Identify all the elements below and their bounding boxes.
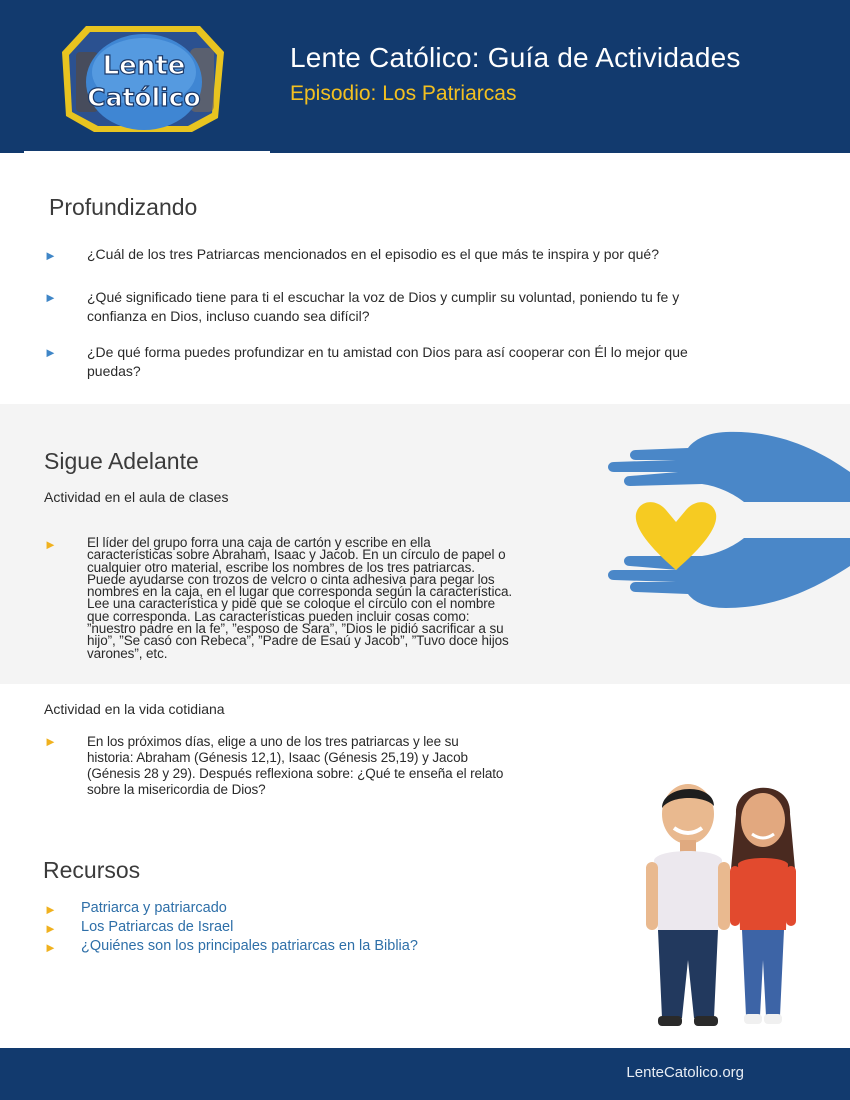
- resource-link[interactable]: ¿Quiénes son los principales patriarcas en la Biblia?: [81, 938, 418, 954]
- bullet-arrow-icon: ►: [44, 734, 57, 749]
- resource-link[interactable]: Los Patriarcas de Israel: [81, 919, 234, 935]
- list-item: [44, 343, 764, 381]
- bullet-arrow-icon: ►: [44, 345, 57, 360]
- text-line: nombres en la caja, en el lugar que corresponda según la característica.: [87, 584, 513, 600]
- list-item: [44, 918, 564, 937]
- list-item: [44, 899, 564, 918]
- resource-link[interactable]: Patriarca y patriarcado: [81, 900, 227, 916]
- question-list: [44, 246, 764, 381]
- text-line: cualquier otro material, escribe los nombres de los tres patriarcas.: [87, 559, 475, 575]
- text-line: varones”, etc.: [87, 645, 168, 661]
- text-line: El líder del grupo forra una caja de cartón y escribe en ella: [87, 535, 431, 550]
- daily-activity: [44, 734, 584, 798]
- logo-text-line2: Católico: [87, 83, 201, 112]
- question-line: ¿Cuál de los tres Patriarcas mencionados en el episodio es el que más te inspira y por qué?: [87, 246, 659, 262]
- page-header: [0, 0, 850, 153]
- section-title-recursos: Recursos: [43, 857, 141, 883]
- question-text: [87, 246, 764, 263]
- bullet-arrow-icon: ►: [44, 921, 57, 936]
- footer-website[interactable]: LenteCatolico.org: [626, 1064, 744, 1081]
- hands-heart-illustration: [606, 428, 850, 620]
- classroom-activity: [44, 537, 584, 660]
- logo-text-line1: Lente: [102, 51, 186, 81]
- bullet-arrow-icon: ►: [44, 537, 57, 552]
- text-line: que corresponda. Las características pueden incluir cosas como:: [87, 608, 470, 624]
- question-text: [87, 288, 764, 326]
- text-line: ”nuestro padre en la fe”, ”esposo de Sara”, ”Dios le pidió sacrificar a su: [87, 621, 504, 637]
- text-line: historia: Abraham (Génesis 12,1), Isaac (Génesis 25,19) y Jacob: [87, 750, 468, 765]
- page-title: Lente Católico: Guía de Actividades: [290, 42, 741, 73]
- bullet-arrow-icon: ►: [44, 902, 57, 917]
- question-line: ¿De qué forma puedes profundizar en tu amistad con Dios para así cooperar con Él lo mejor que: [87, 344, 688, 360]
- episode-subtitle: Episodio: Los Patriarcas: [290, 82, 517, 105]
- text-line: sobre la misericordia de Dios?: [87, 782, 266, 797]
- classroom-activity-text: [87, 537, 584, 660]
- text-line: (Génesis 28 y 29). Después reflexiona sobre: ¿Qué te enseña el relato: [87, 766, 504, 781]
- section-title-sigue-adelante: Sigue Adelante: [44, 448, 199, 474]
- header-divider: [24, 151, 270, 154]
- question-line: confianza en Dios, incluso cuando sea difícil?: [87, 308, 370, 324]
- question-text: [87, 343, 764, 381]
- text-line: características sobre Abraham, Isaac y Jacob. En un círculo de papel o: [87, 547, 506, 563]
- bullet-arrow-icon: ►: [44, 248, 57, 263]
- daily-activity-heading: Actividad en la vida cotidiana: [44, 701, 225, 717]
- classroom-activity-heading: Actividad en el aula de clases: [44, 489, 229, 505]
- page-footer: [0, 1048, 850, 1100]
- bullet-arrow-icon: ►: [44, 940, 57, 955]
- list-item: [44, 246, 764, 288]
- daily-activity-text: [87, 734, 584, 798]
- resource-links: [44, 899, 564, 956]
- bullet-arrow-icon: ►: [44, 290, 57, 305]
- lente-catolico-logo: [58, 22, 228, 134]
- text-line: Puede ayudarse con trozos de velcro o cinta adhesiva para pegar los: [87, 571, 495, 587]
- question-line: ¿Qué significado tiene para ti el escuchar la voz de Dios y cumplir su voluntad, poniendo tu fe y: [87, 289, 680, 305]
- text-line: En los próximos días, elige a uno de los tres patriarcas y lee su: [87, 734, 459, 749]
- hosts-illustration: [640, 780, 810, 1040]
- list-item: [44, 937, 564, 956]
- question-line: puedas?: [87, 363, 141, 379]
- text-line: hijo”, ”Se casó con Rebeca”, ”Padre de Esaú y Jacob”, ”Tuvo doce hijos: [87, 633, 509, 649]
- list-item: [44, 288, 764, 343]
- text-line: Lee una característica y pide que se coloque el círculo con el nombre: [87, 596, 496, 612]
- section-title-profundizando: Profundizando: [49, 194, 198, 220]
